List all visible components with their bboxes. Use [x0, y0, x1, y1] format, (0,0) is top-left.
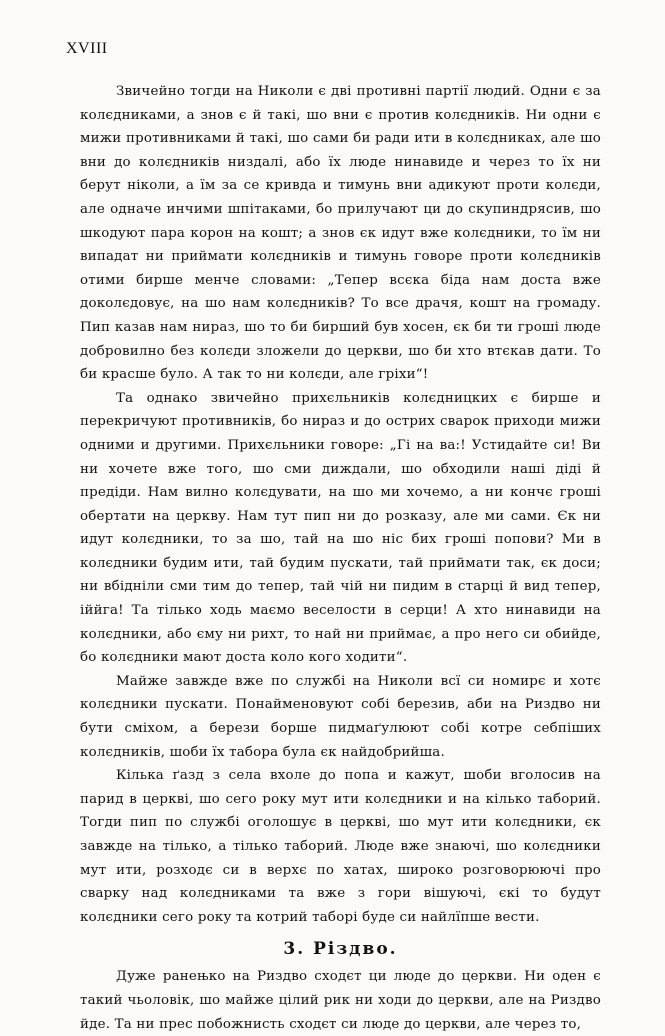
paragraph: Звичейно тогди на Николи є дві противні партії людий. Одни є за колєдниками, а знов є й такі, шо вни є против колєдників. Ни одни є мижи противниками й такі, шо сами би ради ити в колєдниках, але шо вни до колєдників низдалі, або їх люде нинавиде и через то їх ни берут ніколи, а їм за се кривда и тимунь вни адикуют проти колєди, але одначе инчими шпітаками, бо прилучают ци до скупиндрясив, шо шкодуют пара корон на кошт; а знов єк идут вже колєдники, то їм ни випадат ни приймати колєдників и тимунь говоре проти колєдників отими бирше менче словами: „Тепер всєка біда нам доста вже доколєдовує, на шо нам колєдників? То все драчя, кошт на громаду. Пип казав нам нираз, шо то би бирший був хосен, єк би ти гроші люде добровилно без колєди зложели до церкви, шо би хто втєкав дати. То би красше було. А так то ни колєди, але гріхи“!	[80, 84, 601, 383]
section-title: 3. Різдво.	[283, 939, 398, 960]
main-text	[80, 80, 601, 1036]
paragraph: Та однако звичейно прихєльників колєдницких є бирше и перекричуют противників, бо нираз и до острих сварок приходи мижи одними и другими. Прихєльники говоре: „Гі на ва:! Устидайте си! Ви ни хочете вже того, шо сми диждали, шо обходили наші діді й предіди. Нам вилно колєдувати, на шо ми хочемо, а ни кончє гроші обертати на церкву. Нам тут пип ни до розказу, але ми сами. Єк ни идут колєдники, то за шо, тай на шо ніс бих гроші попови? Ми в колєдники будим ити, тай будим пускати, тай приймати так, єк доси; ни вбідніли сми тим до тепер, тай чій ни пидим в старці й вид тепер, іййга! Та тілько ходь маємо веселости в серци! А хто нинавиди на колєдники, або єму ни рихт, то най ни приймає, а про него си обийде, бо колєдники мают доста коло кого ходити“.	[80, 390, 601, 666]
paragraph: Майже завжде вже по службі на Николи всї си номирє и хотє колєдники пускати. Понайменовуют собі березив, аби на Риздво ни бути сміхом, а берези борше пидмаґулюют собі котре себпіших колєдників, шоби їх табора була єк найдобрийша.	[80, 673, 601, 760]
paragraph: Кілька ґазд з села вхоле до попа и кажут, шоби вголосив на парид в церкві, шо сего року мут ити колєдники и на кілько таборий. Тогди пип по службі оголошує в церкві, шо мут ити колєдники, єк завжде на тілько, а тілько таборий. Люде вже знаючі, шо колєдники мут ити, розходє си в верхє по хатах, широко розговорюючі про сварку над колєдниками та вже з гори вішуючі, єкі то будут колєдники сего року та котрий таборі буде си найлїпше вести.	[80, 768, 601, 925]
section-paragraph: Дуже ранењко на Риздво сходєт ци люде до церкви. Ни оден є такий чьоловік, шо майже цілий рик ни ходи до церкви, але на Риздво йде. Та ни прес побожнисть сходєт си люде до церкви, але через то,	[80, 969, 601, 1032]
page-number: XVIII	[66, 40, 108, 57]
